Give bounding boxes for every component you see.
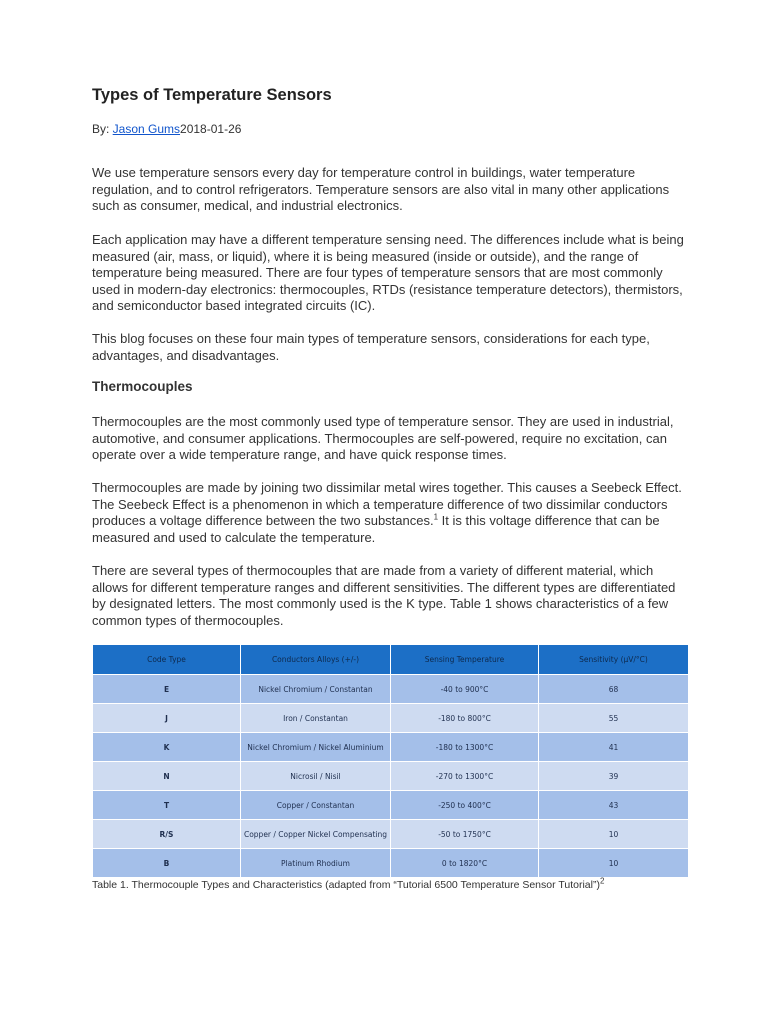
intro-paragraph-2: Each application may have a different temperature sensing need. The differences include what is being measured (air, mass, or liquid), where it is being measured (inside or outside), and the range of temperature being measured. There are four types of temperature sensors that are most commonly used in modern-day electronics: thermocouples, RTDs (resistance temperature detectors), thermistors, and semiconductor based integrated circuits (IC). (92, 232, 684, 313)
table-header-row (93, 645, 689, 675)
intro-paragraph-1: We use temperature sensors every day for temperature control in buildings, water temperature regulation, and to control refrigerators. Temperature sensors are also vital in many other applications such as consumer, medical, and industrial electronics. (92, 165, 670, 213)
table-row (93, 791, 689, 820)
cell-code: K (93, 733, 241, 762)
table-row (93, 820, 689, 849)
cell-temperature: -40 to 900°C (391, 675, 539, 704)
cell-sensitivity: 10 (539, 849, 689, 878)
table-row (93, 762, 689, 791)
cell-code: B (93, 849, 241, 878)
header-conductors: Conductors Alloys (+/-) (241, 645, 391, 675)
table-row (93, 704, 689, 733)
cell-code: E (93, 675, 241, 704)
header-sensitivity: Sensitivity (µV/°C) (539, 645, 689, 675)
cell-sensitivity: 43 (539, 791, 689, 820)
publish-date: 2018-01-26 (180, 122, 242, 136)
cell-sensitivity: 41 (539, 733, 689, 762)
header-sensing-temperature: Sensing Temperature (391, 645, 539, 675)
cell-temperature: -50 to 1750°C (391, 820, 539, 849)
thermocouple-paragraph-2 (92, 480, 692, 546)
cell-sensitivity: 55 (539, 704, 689, 733)
cell-sensitivity: 68 (539, 675, 689, 704)
author-link[interactable]: Jason Gums (112, 122, 181, 136)
cell-conductors: Iron / Constantan (241, 704, 391, 733)
cell-code: T (93, 791, 241, 820)
cell-conductors: Platinum Rhodium (241, 849, 391, 878)
cell-conductors: Nickel Chromium / Constantan (241, 675, 391, 704)
table-row (93, 849, 689, 878)
cell-code: N (93, 762, 241, 791)
cell-conductors: Copper / Constantan (241, 791, 391, 820)
thermocouple-paragraph-3: There are several types of thermocouples that are made from a variety of different material, which allows for different temperature ranges and different sensitivities. The different types are differentiated by designated letters. The most commonly used is the K type. Table 1 shows characteristics of a few common types of thermocouples. (92, 563, 676, 628)
by-label: By: (92, 122, 113, 136)
cell-conductors: Nicrosil / Nisil (241, 762, 391, 791)
cell-conductors: Nickel Chromium / Nickel Aluminium (241, 733, 391, 762)
header-code-type: Code Type (93, 645, 241, 675)
cell-temperature: -180 to 800°C (391, 704, 539, 733)
cell-temperature: -250 to 400°C (391, 791, 539, 820)
caption-text: Table 1. Thermocouple Types and Characteristics (adapted from “Tutorial 6500 Temperature Sensor Tutorial”) (92, 879, 600, 891)
section-heading: Thermocouples (92, 379, 193, 394)
footnote-ref-2: 2 (599, 876, 605, 886)
byline (92, 122, 241, 136)
intro-paragraph-3: This blog focuses on these four main types of temperature sensors, considerations for each type, advantages, and disadvantages. (92, 331, 650, 363)
cell-code: R/S (93, 820, 241, 849)
cell-code: J (93, 704, 241, 733)
thermocouple-paragraph-1: Thermocouples are the most commonly used type of temperature sensor. They are used in industrial, automotive, and consumer applications. Thermocouples are self-powered, require no excitation, can operate over a wide temperature range, and have quick response times. (92, 414, 674, 462)
cell-temperature: -180 to 1300°C (391, 733, 539, 762)
cell-sensitivity: 10 (539, 820, 689, 849)
thermocouple-table (92, 644, 689, 878)
paragraph-2-text-end: It is this voltage difference that can be measured and used to calculate the temperature. (92, 513, 660, 545)
cell-conductors: Copper / Copper Nickel Compensating (241, 820, 391, 849)
cell-temperature: -270 to 1300°C (391, 762, 539, 791)
cell-temperature: 0 to 1820°C (391, 849, 539, 878)
table-row (93, 733, 689, 762)
footnote-ref-1: 1 (433, 512, 439, 522)
article-title: Types of Temperature Sensors (92, 86, 332, 104)
cell-sensitivity: 39 (539, 762, 689, 791)
table-caption (92, 876, 605, 891)
paragraph-2-text: Thermocouples are made by joining two dissimilar metal wires together. This causes a Seebeck Effect. The Seebeck Effect is a phenomenon in which a temperature difference of two dissimilar conductors produces a voltage difference between the two substances. (92, 480, 682, 528)
table-row (93, 675, 689, 704)
